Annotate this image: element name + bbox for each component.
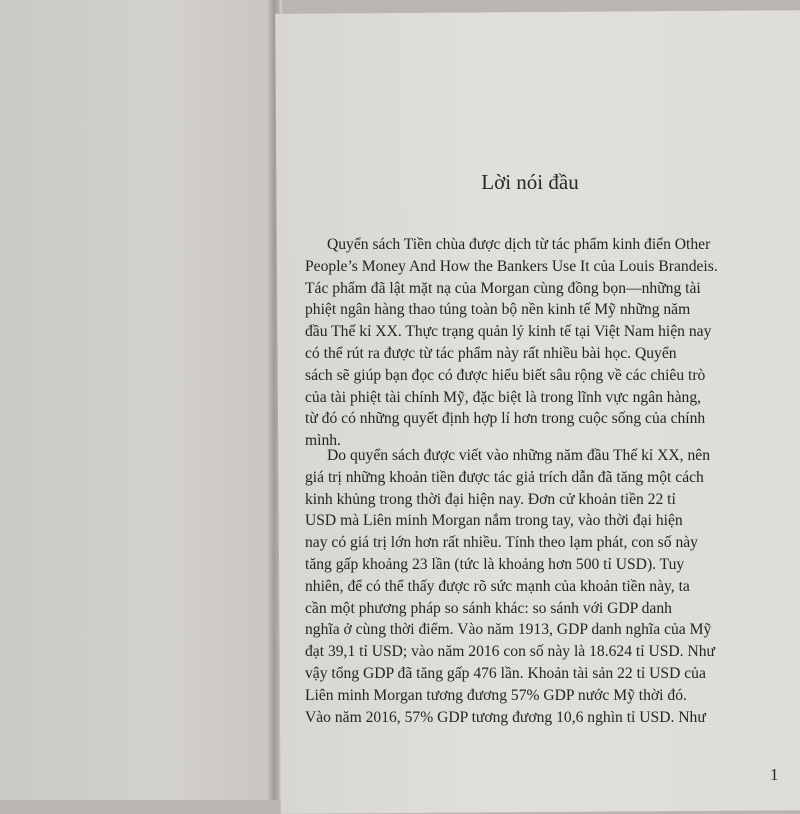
text-line: mình. (305, 432, 341, 450)
text-line: People’s Money And How the Bankers Use It của Louis Brandeis. (305, 257, 718, 275)
text-line: cần một phương pháp so sánh khác: so sánh với GDP danh (305, 599, 672, 617)
text-line: nghĩa ở cùng thời điểm. Vào năm 1913, GDP danh nghĩa của Mỹ (305, 621, 712, 639)
text-line: có thể rút ra được từ tác phẩm này rất nhiều bài học. Quyển (305, 344, 677, 362)
text-line: tăng gấp khoảng 23 lần (tức là khoảng hơn 500 tỉ USD). Tuy (305, 555, 685, 573)
text-line: sách sẽ giúp bạn đọc có được hiểu biết sâu rộng về các chiêu trò (305, 366, 706, 384)
text-line: Vào năm 2016, 57% GDP tương đương 10,6 nghìn tỉ USD. Như (305, 708, 706, 726)
text-line: từ đó có những quyết định hợp lí hơn trong cuộc sống của chính (305, 410, 706, 428)
paragraph-1 (305, 234, 760, 452)
text-line: Liên minh Morgan tương đương 57% GDP nước Mỹ thời đó. (305, 686, 687, 704)
text-line: phiệt ngân hàng thao túng toàn bộ nền kinh tế Mỹ những năm (305, 301, 691, 319)
text-line: của tài phiệt tài chính Mỹ, đặc biệt là trong lĩnh vực ngân hàng, (305, 388, 702, 406)
text-line: nay có giá trị lớn hơn rất nhiều. Tính theo lạm phát, con số này (305, 534, 698, 552)
text-line: USD mà Liên minh Morgan nắm trong tay, vào thời đại hiện (305, 512, 683, 530)
text-line: kinh khủng trong thời đại hiện nay. Đơn cử khoản tiền 22 tỉ (305, 490, 676, 508)
left-page (0, 0, 272, 800)
text-line: nhiên, để có thể thấy được rõ sức mạnh của khoản tiền này, ta (305, 577, 690, 595)
text-line: Quyển sách Tiền chùa được dịch từ tác phẩm kinh điển Other (327, 236, 711, 253)
text-line: giá trị những khoản tiền được tác giả trích dẫn đã tăng một cách (305, 468, 704, 486)
page-number: 1 (770, 765, 779, 784)
page-content (305, 0, 785, 800)
chapter-title: Lời nói đầu (481, 170, 579, 194)
text-line: vậy tổng GDP đã tăng gấp 476 lần. Khoản tài sản 22 tỉ USD của (305, 664, 706, 682)
paragraph-2 (305, 445, 760, 728)
text-line: Tác phẩm đã lật mặt nạ của Morgan cùng đồng bọn—những tài (305, 279, 701, 297)
text-line: đạt 39,1 tỉ USD; vào năm 2016 con số này là 18.624 tỉ USD. Như (305, 643, 715, 661)
text-line: Do quyển sách được viết vào những năm đầu Thế kỉ XX, nên (327, 447, 710, 464)
text-line: đầu Thế kỉ XX. Thực trạng quản lý kinh tế tại Việt Nam hiện nay (305, 323, 712, 341)
